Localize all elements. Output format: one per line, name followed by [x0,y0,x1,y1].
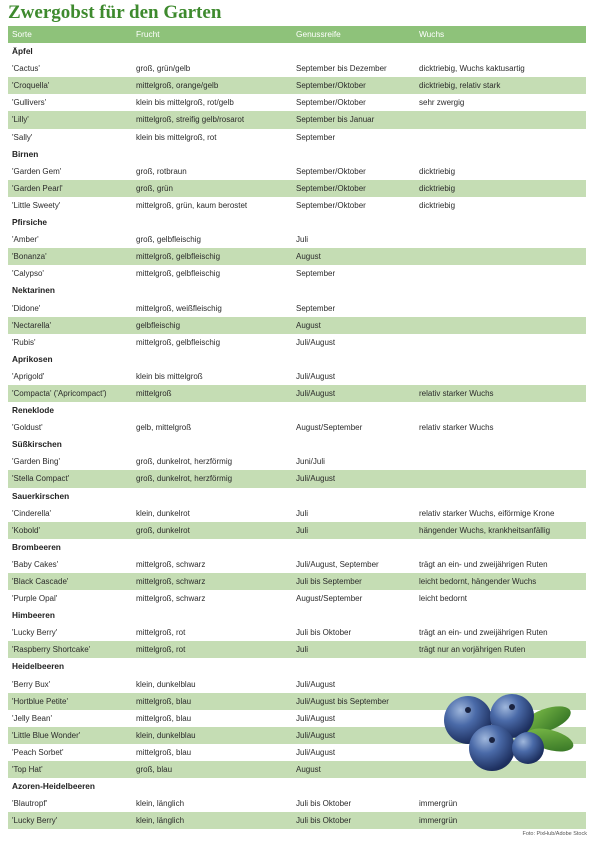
table-row [8,163,586,180]
cell-genussreife: Juli/August [296,474,336,484]
cell-wuchs: dicktriebig [419,200,456,210]
group-name: Brombeeren [12,541,61,552]
cell-sorte: 'Aprigold' [12,371,45,381]
cell-frucht: mittelgroß, gelbfleischig [136,337,221,347]
cell-frucht: gelbfleischig [136,320,181,330]
cell-frucht: mittelgroß, blau [136,713,192,723]
group-name: Süßkirschen [12,439,62,450]
cell-wuchs: relativ starker Wuchs [419,423,494,433]
cell-genussreife: August/September [296,423,363,433]
cell-genussreife: August [296,320,321,330]
cell-frucht: klein, dunkelblau [136,679,196,689]
cell-sorte: 'Jelly Bean' [12,713,52,723]
cell-wuchs [419,248,585,265]
cell-wuchs [419,300,585,317]
group-heading [8,658,586,675]
cell-genussreife: Juli/August [296,388,336,398]
cell-frucht: klein bis mittelgroß, rot [136,132,217,142]
cell-genussreife: Juli [296,508,309,518]
cell-sorte: 'Garden Pearl' [12,183,63,193]
photo-credit: Foto: PixHub/Adobe Stock [522,831,587,837]
group-heading [8,214,586,231]
cell-sorte: 'Compacta' ('Apricompact') [12,388,107,398]
table-row [8,368,586,385]
cell-frucht: groß, gelbfleischig [136,235,201,245]
header-frucht: Frucht [136,29,160,39]
cell-wuchs: leicht bedornt [419,594,468,604]
table-row [8,795,586,812]
cell-sorte: 'Cactus' [12,64,40,74]
table-row [8,94,586,111]
table-row [8,334,586,351]
blueberry-shape [512,732,544,764]
cell-genussreife: Juli [296,235,309,245]
cell-frucht: klein, länglich [136,799,185,809]
table-row [8,522,586,539]
cell-sorte: 'Garden Gem' [12,166,62,176]
cell-sorte: 'Nectarella' [12,320,52,330]
cell-wuchs [419,453,585,470]
group-heading [8,539,586,556]
cell-sorte: 'Calypso' [12,269,44,279]
cell-wuchs [419,470,585,487]
cell-sorte: 'Lucky Berry' [12,628,58,638]
cell-genussreife: Juli/August bis September [296,696,389,706]
cell-wuchs [419,368,585,385]
cell-frucht: groß, dunkelrot [136,525,190,535]
cell-sorte: 'Garden Bing' [12,457,60,467]
cell-genussreife: Juni/Juli [296,457,325,467]
cell-frucht: mittelgroß, streifig gelb/rosarot [136,115,245,125]
cell-sorte: 'Rubis' [12,337,36,347]
cell-frucht: mittelgroß, blau [136,747,192,757]
cell-sorte: 'Cinderella' [12,508,52,518]
table-row [8,641,586,658]
group-name: Azoren-Heidelbeeren [12,781,95,792]
cell-sorte: 'Berry Bux' [12,679,51,689]
cell-sorte: 'Amber' [12,235,39,245]
cell-genussreife: Juli/August [296,679,336,689]
group-heading [8,778,586,795]
cell-genussreife: Juli bis Oktober [296,816,352,826]
cell-wuchs: leicht bedornt, hängender Wuchs [419,577,537,586]
cell-genussreife: September [296,132,336,142]
group-name: Reneklode [12,405,54,416]
cell-genussreife: September/Oktober [296,166,366,176]
cell-wuchs: relativ starker Wuchs, eiförmige Krone [419,508,555,518]
cell-genussreife: Juli/August [296,713,336,723]
table-row [8,300,586,317]
header-sorte: Sorte [12,29,32,39]
cell-frucht: klein bis mittelgroß [136,371,203,381]
cell-frucht: mittelgroß, rot [136,628,186,638]
cell-genussreife: September/Oktober [296,98,366,108]
cell-sorte: 'Stella Compact' [12,474,70,484]
cell-genussreife: Juli bis Oktober [296,799,352,809]
table-row [8,419,586,436]
cell-sorte: 'Lilly' [12,115,29,125]
group-name: Äpfel [12,46,33,57]
cell-sorte: 'Baby Cakes' [12,559,59,569]
cell-genussreife: September bis Dezember [296,64,387,74]
cell-wuchs: immergrün [419,816,458,826]
cell-frucht: mittelgroß, gelbfleischig [136,252,221,262]
cell-wuchs [419,317,585,334]
cell-genussreife: September/Oktober [296,200,366,210]
cell-genussreife: Juli/August [296,730,336,740]
cell-frucht: groß, grün [136,183,173,193]
cell-frucht: gelb, mittelgroß [136,423,192,433]
table-row [8,60,586,77]
table-row [8,573,586,590]
header-wuchs: Wuchs [419,29,445,39]
table-row [8,556,586,573]
cell-wuchs: sehr zwergig [419,98,465,108]
cell-wuchs [419,334,585,351]
cell-genussreife: Juli bis September [296,577,362,586]
group-heading [8,436,586,453]
table-row [8,231,586,248]
cell-genussreife: September/Oktober [296,183,366,193]
table-row [8,505,586,522]
cell-frucht: groß, dunkelrot, herzförmig [136,457,233,467]
group-heading [8,351,586,368]
cell-wuchs: relativ starker Wuchs [419,388,494,398]
cell-frucht: mittelgroß, gelbfleischig [136,269,221,279]
group-name: Himbeeren [12,610,55,621]
cell-frucht: mittelgroß, schwarz [136,594,206,604]
cell-genussreife: August [296,252,321,262]
cell-wuchs: dicktriebig [419,166,456,176]
group-heading [8,282,586,299]
cell-wuchs: trägt nur an vorjährigen Ruten [419,645,526,655]
group-name: Heidelbeeren [12,661,65,672]
cell-genussreife: Juli [296,525,309,535]
table-row [8,385,586,402]
cell-wuchs: dicktriebig, relativ stark [419,81,501,91]
cell-sorte: 'Blautropf' [12,799,48,809]
table-row [8,453,586,470]
cell-sorte: 'Kobold' [12,525,40,535]
berry-crown [489,737,495,743]
table-row [8,590,586,607]
cell-wuchs: hängender Wuchs, krankheitsanfällig [419,525,551,535]
cell-sorte: 'Raspberry Shortcake' [12,645,91,655]
cell-sorte: 'Croquella' [12,81,50,91]
cell-frucht: mittelgroß [136,388,172,398]
berry-crown [509,704,515,710]
cell-frucht: groß, grün/gelb [136,64,191,74]
table-row [8,248,586,265]
cell-genussreife: Juli/August [296,747,336,757]
cell-frucht: groß, blau [136,765,173,775]
group-heading [8,43,586,60]
cell-frucht: klein, länglich [136,816,185,826]
table-row [8,180,586,197]
cell-genussreife: August/September [296,594,363,604]
cell-wuchs: dicktriebig, Wuchs kaktusartig [419,64,525,74]
cell-sorte: 'Little Sweety' [12,200,61,210]
cell-frucht: klein, dunkelrot [136,508,190,518]
cell-genussreife: September [296,303,336,313]
group-name: Birnen [12,148,39,159]
group-name: Aprikosen [12,353,53,364]
cell-genussreife: August [296,765,321,775]
cell-genussreife: September/Oktober [296,81,366,91]
table-row [8,470,586,487]
group-heading [8,402,586,419]
cell-frucht: mittelgroß, schwarz [136,577,206,586]
cell-genussreife: Juli [296,645,309,655]
cell-wuchs [419,231,585,248]
cell-frucht: groß, dunkelrot, herzförmig [136,474,233,484]
cell-frucht: klein, dunkelblau [136,730,196,740]
group-heading [8,488,586,505]
cell-wuchs: dicktriebig [419,183,456,193]
group-heading [8,607,586,624]
berry-crown [465,707,471,713]
cell-genussreife: Juli/August, September [296,559,379,569]
cell-frucht: mittelgroß, grün, kaum berostet [136,200,248,210]
cell-sorte: 'Peach Sorbet' [12,747,64,757]
table-row [8,317,586,334]
cell-frucht: klein bis mittelgroß, rot/gelb [136,98,234,108]
cell-sorte: 'Black Cascade' [12,577,69,586]
cell-genussreife: Juli/August [296,337,336,347]
cell-genussreife: September [296,269,336,279]
table-row [8,265,586,282]
group-name: Sauerkirschen [12,490,70,501]
header-genussreife: Genussreife [296,29,341,39]
table-row [8,812,586,829]
cell-wuchs: trägt an ein- und zweijährigen Ruten [419,628,548,638]
blueberries-photo [434,690,574,772]
cell-sorte: 'Top Hat' [12,765,43,775]
cell-sorte: 'Sally' [12,132,33,142]
cell-sorte: 'Gullivers' [12,98,47,108]
table-row [8,129,586,146]
cell-wuchs [419,111,585,128]
group-name: Pfirsiche [12,217,48,228]
group-heading [8,146,586,163]
cell-sorte: 'Goldust' [12,423,43,433]
cell-genussreife: Juli/August [296,371,336,381]
cell-sorte: 'Didone' [12,303,41,313]
cell-wuchs [419,265,585,282]
group-name: Nektarinen [12,285,55,296]
cell-sorte: 'Bonanza' [12,252,47,262]
cell-wuchs: trägt an ein- und zweijährigen Ruten [419,559,548,569]
cell-frucht: mittelgroß, schwarz [136,559,206,569]
table-row [8,197,586,214]
cell-frucht: mittelgroß, blau [136,696,192,706]
cell-sorte: 'Lucky Berry' [12,816,58,826]
blueberry-shape [469,725,515,771]
table-row [8,111,586,128]
cell-sorte: 'Little Blue Wonder' [12,730,81,740]
table-row [8,77,586,94]
cell-frucht: mittelgroß, weißfleischig [136,303,222,313]
page-title: Zwergobst für den Garten [8,2,222,23]
cell-wuchs: immergrün [419,799,458,809]
table-header [8,26,586,43]
table-row [8,624,586,641]
cell-frucht: mittelgroß, orange/gelb [136,81,219,91]
cell-genussreife: September bis Januar [296,115,375,125]
cell-wuchs [419,129,585,146]
cell-genussreife: Juli bis Oktober [296,628,352,638]
cell-sorte: 'Purple Opal' [12,594,58,604]
cell-frucht: mittelgroß, rot [136,645,186,655]
cell-sorte: 'Hortblue Petite' [12,696,68,706]
cell-frucht: groß, rotbraun [136,166,187,176]
